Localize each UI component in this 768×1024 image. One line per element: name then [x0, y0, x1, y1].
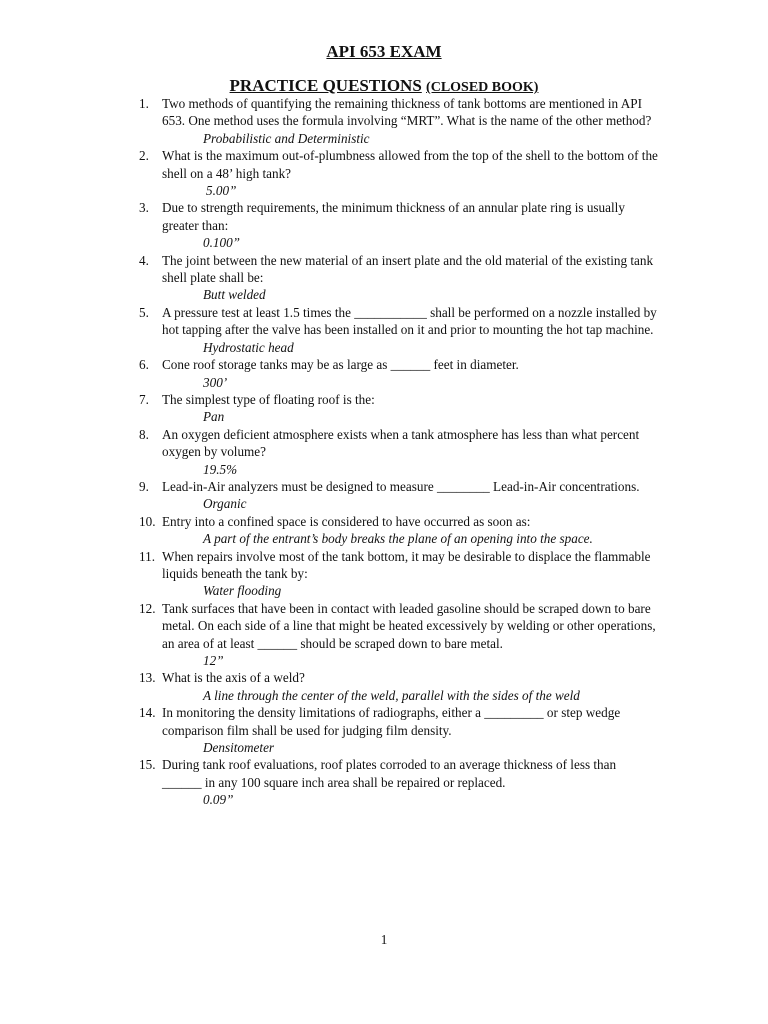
question-text: What is the maximum out-of-plumbness allowed from the top of the shell to the bottom of the shell on a 48’ high tank?: [162, 148, 658, 181]
question-text: What is the axis of a weld?: [162, 670, 305, 686]
question-text: A pressure test at least 1.5 times the ___________ shall be performed on a nozzle installed by hot tapping after the valve has been installed on it and prior to mounting the hot tap machine.: [162, 304, 657, 338]
question-answer: 12”: [203, 653, 224, 668]
question-item: [0, 426, 768, 478]
question-text: The simplest type of floating roof is the:: [162, 391, 375, 407]
question-text: Tank surfaces that have been in contact with leaded gasoline should be scraped down to bare metal. On each side of a line that might be heated excessively by welding or other operations, an area of at least ______ should be scraped down to bare metal.: [162, 600, 656, 651]
question-number: 10.: [139, 513, 156, 529]
document-title: API 653 EXAM: [326, 42, 442, 61]
question-number: 14.: [139, 705, 156, 721]
question-text: Two methods of quantifying the remaining thickness of tank bottoms are mentioned in API 653. One method uses the formula involving “MRT”. What is the name of the other method?: [162, 96, 652, 129]
question-number: 3.: [139, 200, 149, 216]
question-answer: 0.100”: [203, 235, 241, 251]
page-number: 1: [380, 932, 388, 947]
question-item: [0, 478, 768, 513]
question-number: 15.: [139, 757, 156, 773]
question-answer: 5.00”: [206, 183, 237, 199]
question-item: [0, 600, 768, 670]
question-answer: 19.5%: [203, 461, 238, 477]
question-answer: A part of the entrant’s body breaks the plane of an opening into the space.: [203, 531, 593, 547]
question-text: Due to strength requirements, the minimum thickness of an annular plate ring is usually greater than:: [162, 200, 625, 233]
question-text: During tank roof evaluations, roof plates corroded to an average thickness of less than ______ in any 100 square inch area shall be repaired or replaced.: [162, 757, 617, 790]
question-answer: Densitometer: [203, 740, 275, 756]
question-number: 7.: [139, 391, 149, 407]
question-text: Entry into a confined space is considered to have occurred as soon as:: [162, 513, 531, 529]
question-item: [0, 704, 768, 756]
question-text: The joint between the new material of an insert plate and the old material of the existing tank shell plate shall be:: [162, 252, 654, 286]
subtitle-closed-book: (CLOSED BOOK): [426, 80, 539, 95]
question-item: [0, 548, 768, 600]
question-number: 8.: [139, 426, 149, 442]
question-item: [0, 391, 768, 426]
question-answer: Pan: [203, 409, 225, 425]
question-item: [0, 199, 768, 251]
question-number: 13.: [139, 670, 156, 686]
question-number: 5.: [139, 304, 149, 320]
question-answer: 0.09”: [203, 792, 234, 808]
question-answer: Butt welded: [203, 287, 266, 303]
question-text: Lead-in-Air analyzers must be designed to measure ________ Lead-in-Air concentrations.: [162, 478, 640, 494]
question-item: [0, 669, 768, 704]
document-subtitle: [0, 76, 768, 96]
question-text: An oxygen deficient atmosphere exists when a tank atmosphere has less than what percent oxygen by volume?: [162, 426, 640, 460]
question-number: 1.: [139, 96, 149, 111]
question-item: [0, 252, 768, 304]
question-item: [0, 147, 768, 199]
question-answer: Probabilistic and Deterministic: [203, 130, 370, 146]
question-text: Cone roof storage tanks may be as large as ______ feet in diameter.: [162, 357, 519, 373]
question-number: 9.: [139, 478, 149, 494]
question-list: [0, 95, 768, 809]
question-number: 12.: [139, 600, 156, 616]
question-answer: 300’: [203, 374, 228, 390]
question-item: [0, 95, 768, 147]
question-item: [0, 356, 768, 391]
question-answer: Water flooding: [203, 583, 282, 599]
question-answer: Hydrostatic head: [203, 339, 294, 355]
question-answer: A line through the center of the weld, parallel with the sides of the weld: [203, 687, 580, 703]
question-item: [0, 756, 768, 808]
question-number: 6.: [139, 357, 149, 373]
question-item: [0, 513, 768, 548]
question-answer: Organic: [203, 496, 247, 512]
question-item: [0, 304, 768, 356]
subtitle-main: PRACTICE QUESTIONS: [229, 76, 422, 95]
question-text: When repairs involve most of the tank bottom, it may be desirable to displace the flammable liquids beneath the tank by:: [162, 548, 651, 581]
question-text: In monitoring the density limitations of radiographs, either a _________ or step wedge comparison film shall be used for judging film density.: [162, 705, 621, 738]
question-number: 11.: [139, 548, 155, 564]
question-number: 2.: [139, 148, 149, 164]
question-number: 4.: [139, 252, 149, 268]
